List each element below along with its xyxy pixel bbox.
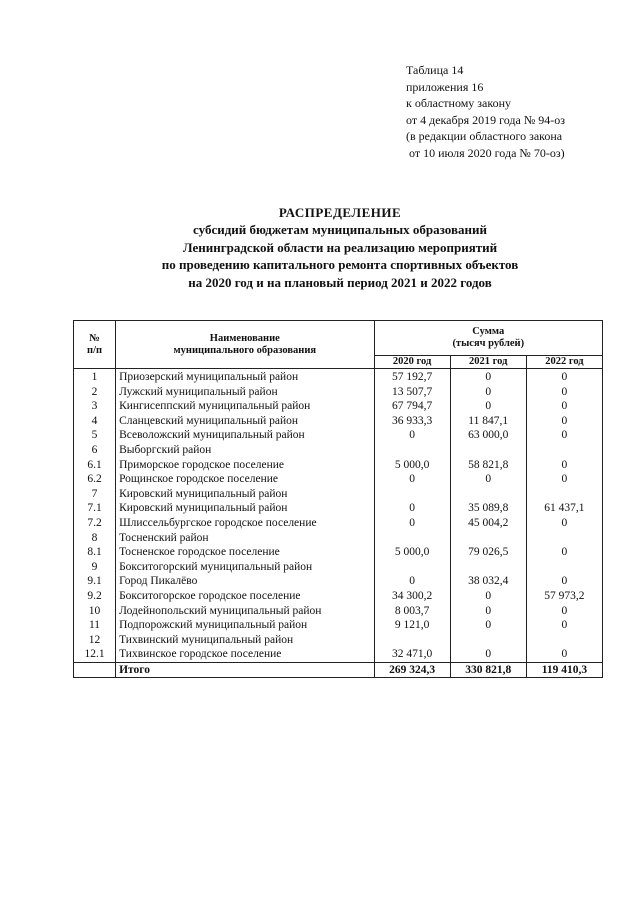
cell-2020: 0 xyxy=(374,472,450,487)
cell-2020: 5 000,0 xyxy=(374,458,450,473)
cell-2022: 57 973,2 xyxy=(526,589,602,604)
cell-no: 11 xyxy=(74,618,116,633)
cell-name: Сланцевский муниципальный район xyxy=(116,414,374,429)
cell-name: Бокситогорское городское поселение xyxy=(116,589,374,604)
total-2020: 269 324,3 xyxy=(374,662,450,678)
cell-2020: 57 192,7 xyxy=(374,369,450,385)
table-row xyxy=(74,516,603,531)
title-main: РАСПРЕДЕЛЕНИЕ xyxy=(278,205,402,220)
cell-2021 xyxy=(450,443,526,458)
cell-no: 9.1 xyxy=(74,574,116,589)
cell-no: 9 xyxy=(74,560,116,575)
cell-2021: 38 032,4 xyxy=(450,574,526,589)
cell-2021: 45 004,2 xyxy=(450,516,526,531)
cell-2022 xyxy=(526,531,602,546)
table-row xyxy=(74,618,603,633)
table-row xyxy=(74,414,603,429)
cell-name: Кировский муниципальный район xyxy=(116,501,374,516)
cell-name: Приморское городское поселение xyxy=(116,458,374,473)
table-row xyxy=(74,633,603,648)
col-header-2021: 2021 год xyxy=(450,356,526,369)
cell-2021: 58 821,8 xyxy=(450,458,526,473)
cell-2021: 11 847,1 xyxy=(450,414,526,429)
cell-name: Тихвинское городское поселение xyxy=(116,647,374,662)
cell-2020: 32 471,0 xyxy=(374,647,450,662)
title-line-4: на 2020 год и на плановый период 2021 и 2022 годов xyxy=(188,274,492,290)
cell-name: Лужский муниципальный район xyxy=(116,385,374,400)
cell-no: 1 xyxy=(74,369,116,385)
cell-2021: 0 xyxy=(450,472,526,487)
cell-no: 12.1 xyxy=(74,647,116,662)
col-header-no: № п/п xyxy=(74,321,116,369)
cell-2022: 0 xyxy=(526,516,602,531)
cell-2020: 0 xyxy=(374,574,450,589)
table-row xyxy=(74,487,603,502)
header-line-2: приложения 16 xyxy=(406,79,484,94)
cell-no: 8 xyxy=(74,531,116,546)
cell-2020: 8 003,7 xyxy=(374,604,450,619)
cell-name: Приозерский муниципальный район xyxy=(116,369,374,385)
total-no xyxy=(74,662,116,678)
cell-name: Город Пикалёво xyxy=(116,574,374,589)
document-title xyxy=(60,204,620,291)
cell-name: Бокситогорский муниципальный район xyxy=(116,560,374,575)
cell-name: Всеволожский муниципальный район xyxy=(116,428,374,443)
table-row xyxy=(74,574,603,589)
cell-2021: 63 000,0 xyxy=(450,428,526,443)
cell-2020: 0 xyxy=(374,501,450,516)
cell-2021: 0 xyxy=(450,589,526,604)
cell-2022: 0 xyxy=(526,385,602,400)
table-row xyxy=(74,647,603,662)
col-header-sum: Сумма (тысяч рублей) xyxy=(374,321,602,356)
table-row xyxy=(74,369,603,385)
header-line-3: к областному закону xyxy=(406,96,512,110)
total-2021: 330 821,8 xyxy=(450,662,526,678)
cell-2020: 9 121,0 xyxy=(374,618,450,633)
cell-2020 xyxy=(374,633,450,648)
cell-2020 xyxy=(374,560,450,575)
cell-no: 12 xyxy=(74,633,116,648)
total-label: Итого xyxy=(116,662,374,678)
table-row xyxy=(74,443,603,458)
cell-2020 xyxy=(374,531,450,546)
distribution-table xyxy=(73,320,603,678)
cell-name: Кингисеппский муниципальный район xyxy=(116,399,374,414)
cell-2022: 0 xyxy=(526,604,602,619)
cell-name: Шлиссельбургское городское поселение xyxy=(116,516,374,531)
cell-no: 6 xyxy=(74,443,116,458)
table-body xyxy=(74,369,603,663)
cell-2022: 0 xyxy=(526,472,602,487)
cell-2021: 0 xyxy=(450,604,526,619)
cell-no: 8.1 xyxy=(74,545,116,560)
cell-no: 3 xyxy=(74,399,116,414)
cell-2020: 0 xyxy=(374,516,450,531)
cell-no: 6.1 xyxy=(74,458,116,473)
appendix-header xyxy=(406,62,636,161)
cell-2022: 0 xyxy=(526,545,602,560)
title-line-3: по проведению капитального ремонта спортивных объектов xyxy=(161,257,519,273)
cell-2021: 79 026,5 xyxy=(450,545,526,560)
table-row xyxy=(74,428,603,443)
cell-2022 xyxy=(526,487,602,502)
cell-name: Рощинское городское поселение xyxy=(116,472,374,487)
header-line-1: Таблица 14 xyxy=(406,63,464,77)
cell-2022 xyxy=(526,560,602,575)
cell-2021: 0 xyxy=(450,399,526,414)
table-row xyxy=(74,472,603,487)
cell-2022: 0 xyxy=(526,369,602,385)
cell-2022: 0 xyxy=(526,647,602,662)
table-row xyxy=(74,385,603,400)
table-row xyxy=(74,589,603,604)
header-line-4: от 4 декабря 2019 года № 94-оз xyxy=(406,112,566,127)
cell-2020: 36 933,3 xyxy=(374,414,450,429)
cell-name: Лодейнопольский муниципальный район xyxy=(116,604,374,619)
cell-2021: 0 xyxy=(450,385,526,400)
cell-2022 xyxy=(526,633,602,648)
cell-2020: 34 300,2 xyxy=(374,589,450,604)
cell-2020 xyxy=(374,487,450,502)
header-line-6: от 10 июля 2020 года № 70-оз) xyxy=(406,145,565,160)
col-header-2020: 2020 год xyxy=(374,356,450,369)
cell-no: 2 xyxy=(74,385,116,400)
cell-name: Кировский муниципальный район xyxy=(116,487,374,502)
cell-2021: 35 089,8 xyxy=(450,501,526,516)
cell-name: Тосненский район xyxy=(116,531,374,546)
cell-2020: 67 794,7 xyxy=(374,399,450,414)
cell-no: 10 xyxy=(74,604,116,619)
title-line-1: субсидий бюджетам муниципальных образований xyxy=(193,222,487,238)
cell-2022 xyxy=(526,443,602,458)
cell-name: Подпорожский муниципальный район xyxy=(116,618,374,633)
cell-no: 7.2 xyxy=(74,516,116,531)
total-row xyxy=(74,662,603,678)
cell-no: 6.2 xyxy=(74,472,116,487)
cell-2021: 0 xyxy=(450,647,526,662)
cell-no: 4 xyxy=(74,414,116,429)
table-row xyxy=(74,560,603,575)
title-line-2: Ленинградской области на реализацию мероприятий xyxy=(182,239,498,255)
table-row xyxy=(74,545,603,560)
cell-2022: 0 xyxy=(526,574,602,589)
cell-2021: 0 xyxy=(450,618,526,633)
cell-2020: 0 xyxy=(374,428,450,443)
total-2022: 119 410,3 xyxy=(526,662,602,678)
cell-2020: 5 000,0 xyxy=(374,545,450,560)
cell-2022: 0 xyxy=(526,414,602,429)
cell-2021 xyxy=(450,633,526,648)
cell-2022: 0 xyxy=(526,458,602,473)
table-row xyxy=(74,458,603,473)
cell-no: 5 xyxy=(74,428,116,443)
cell-no: 7 xyxy=(74,487,116,502)
cell-name: Тихвинский муниципальный район xyxy=(116,633,374,648)
cell-name: Выборгский район xyxy=(116,443,374,458)
cell-2021 xyxy=(450,560,526,575)
cell-2022: 61 437,1 xyxy=(526,501,602,516)
cell-2022: 0 xyxy=(526,618,602,633)
table-row xyxy=(74,604,603,619)
cell-2022: 0 xyxy=(526,399,602,414)
col-header-name: Наименование муниципального образования xyxy=(116,321,374,369)
table-row xyxy=(74,501,603,516)
cell-2020 xyxy=(374,443,450,458)
header-line-5: (в редакции областного закона xyxy=(406,129,563,143)
cell-name: Тосненское городское поселение xyxy=(116,545,374,560)
cell-2021 xyxy=(450,487,526,502)
table-row xyxy=(74,531,603,546)
cell-2022: 0 xyxy=(526,428,602,443)
cell-2021: 0 xyxy=(450,369,526,385)
cell-no: 7.1 xyxy=(74,501,116,516)
cell-2021 xyxy=(450,531,526,546)
cell-no: 9.2 xyxy=(74,589,116,604)
table-row xyxy=(74,399,603,414)
col-header-2022: 2022 год xyxy=(526,356,602,369)
cell-2020: 13 507,7 xyxy=(374,385,450,400)
